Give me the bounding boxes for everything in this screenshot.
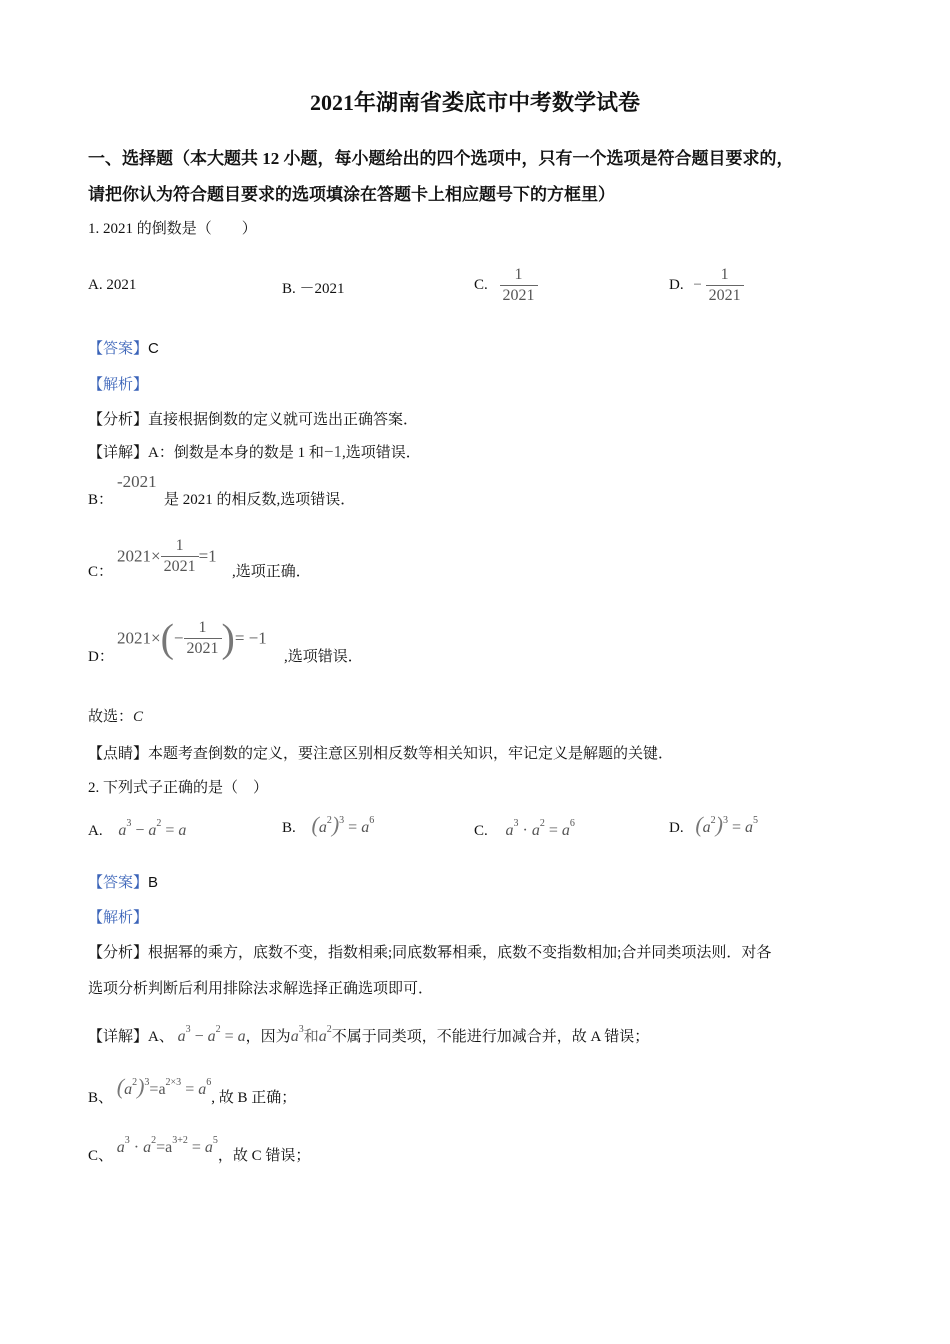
fraction-numerator: 1 <box>198 619 207 636</box>
xb-text: , 故 B 正确； <box>211 1090 297 1106</box>
q1-detail-b-math <box>117 472 157 492</box>
q1-option-a: A. 2021 <box>88 277 137 293</box>
minus-sign: − <box>693 277 702 294</box>
fraction-denominator: 2021 <box>184 638 222 659</box>
q2-xiangjie-a <box>88 1024 649 1046</box>
xiangjie-a-end: ,选项错误． <box>341 445 421 461</box>
q2-option-c-label: C. <box>474 823 488 839</box>
q2-option-a-label: A. <box>88 823 103 839</box>
fraction-numerator: 1 <box>514 266 523 284</box>
choice-value: C <box>133 709 144 725</box>
fraction-denominator: 2021 <box>161 556 199 577</box>
xc-math: $a^3 \cdot a^2=a^{3+2} = a^5$ <box>116 1135 218 1156</box>
xa-text2: 不属于同类项，不能进行加减合并，故 A 错误； <box>331 1029 650 1045</box>
answer-value: C <box>148 340 159 357</box>
q2-stem: 2. 下列式子正确的是（ ） <box>88 780 269 796</box>
q1-option-c-fraction <box>500 265 538 306</box>
q1-detail-b-text: 是 2021 的相反数,选项错误． <box>164 492 356 508</box>
fraction-numerator: 1 <box>175 537 184 554</box>
q2-option-a-math: $a^3 - a^2 = a$ <box>118 818 187 839</box>
q1-detail-b-label: B： <box>88 492 114 508</box>
q2-option-d <box>669 812 758 838</box>
xiangjie-tag: 【详解】 <box>88 1029 149 1045</box>
q2-xiangjie-c <box>88 1135 311 1165</box>
answer-tag: 【答案】 <box>88 875 149 891</box>
q1-fenxi <box>88 408 418 429</box>
q2-option-d-label: D. <box>669 820 684 836</box>
xa-math: $a^3 - a^2 = a$ <box>177 1024 246 1045</box>
page-title: 2021年湖南省娄底市中考数学试卷 <box>309 90 640 115</box>
fraction-denominator: 2021 <box>500 285 538 306</box>
q1-detail-d-label: D： <box>88 649 114 665</box>
q1-detail-c-label: C： <box>88 564 114 580</box>
minus-sign: − <box>173 628 184 648</box>
q2-xiangjie-b <box>88 1074 297 1108</box>
xiangjie-tag: 【详解】 <box>88 445 149 461</box>
choice-label: 故选： <box>88 709 134 725</box>
q2-answer <box>88 871 158 892</box>
q2-option-b-label: B. <box>282 820 296 836</box>
b-math: -2021 <box>117 472 157 491</box>
c-math-fraction <box>161 536 199 577</box>
xa-text1: ，因为 <box>245 1029 291 1045</box>
fraction-denominator: 2021 <box>706 285 744 306</box>
xiangjie-a-text: A：倒数是本身的数是 1 和 <box>148 445 324 461</box>
c-math-right: =1 <box>198 546 217 566</box>
q2-option-b <box>282 812 374 838</box>
fenxi-tag: 【分析】 <box>88 945 149 961</box>
q1-detail-d-text: ,选项错误． <box>284 649 363 665</box>
q2-option-d-math: $(a^2)^3 = a^5$ <box>695 812 759 837</box>
q1-analysis-tag: 【解析】 <box>88 377 149 393</box>
left-paren: ( <box>160 615 174 661</box>
q1-option-b: B. －2021 <box>282 281 345 297</box>
d-math-right: = −1 <box>234 628 267 648</box>
q1-answer <box>88 337 159 358</box>
xa-and: 和 <box>303 1029 319 1045</box>
q1-detail-c-text: ,选项正确． <box>232 564 311 580</box>
dianjing-tag: 【点睛】 <box>88 746 149 762</box>
q2-option-b-math: $(a^2)^3 = a^6$ <box>311 812 375 837</box>
d-math-left: 2021× <box>117 628 161 648</box>
fenxi-text: 根据幂的乘方，底数不变，指数相乘;同底数幂相乘，底数不变指数相加;合并同类项法则．对各 <box>148 945 772 961</box>
q1-detail-d-math <box>117 615 267 661</box>
xa-math-a2: $a^2$ <box>318 1024 332 1045</box>
fraction-numerator: 1 <box>720 266 729 284</box>
q1-option-d <box>669 252 744 306</box>
d-math-fraction <box>184 618 222 659</box>
xc-label: C、 <box>88 1148 114 1164</box>
dianjing-text: 本题考查倒数的定义，要注意区别相反数等相关知识，牢记定义是解题的关键． <box>148 746 674 762</box>
section-heading-line2: 请把你认为符合题目要求的选项填涂在答题卡上相应题号下的方框里） <box>88 185 615 204</box>
xb-label: B、 <box>88 1090 114 1106</box>
q1-stem: 1. 2021 的倒数是（ ） <box>88 221 257 237</box>
right-paren: ) <box>221 615 235 661</box>
xb-math: $(a^2)^3=a^{2\times 3} = a^6$ <box>116 1074 212 1099</box>
answer-tag: 【答案】 <box>88 341 149 357</box>
xc-text: ，故 C 错误； <box>217 1148 311 1164</box>
q1-option-c-label: C. <box>474 277 488 293</box>
xa-math-a3: $a^3$ <box>290 1024 304 1045</box>
xa-label: A、 <box>148 1029 174 1045</box>
q2-option-a <box>88 818 186 840</box>
q1-option-c <box>474 252 538 306</box>
neg-one-math: −1 <box>323 442 342 461</box>
section-heading-line1: 一、选择题（本大题共 12 小题，每小题给出的四个选项中，只有一个选项是符合题目要求的， <box>88 149 794 168</box>
q2-analysis-tag: 【解析】 <box>88 910 149 926</box>
q1-xiangjie-a <box>88 441 421 462</box>
q1-option-d-label: D. <box>669 277 684 293</box>
fenxi-tag: 【分析】 <box>88 412 149 428</box>
fenxi-text: 直接根据倒数的定义就可选出正确答案． <box>148 412 419 428</box>
q1-dianjing <box>88 742 673 763</box>
q2-option-c <box>474 818 575 840</box>
q1-option-d-fraction <box>706 265 744 306</box>
answer-value: B <box>148 874 159 891</box>
q2-fenxi-line1 <box>88 941 771 962</box>
q2-fenxi-line2: 选项分析判断后利用排除法求解选择正确选项即可． <box>88 981 434 997</box>
q1-detail-c-math <box>117 536 217 577</box>
q2-option-c-math: $a^3 \cdot a^2 = a^6$ <box>505 818 575 839</box>
q1-choice <box>88 705 143 726</box>
c-math-left: 2021× <box>117 546 161 566</box>
